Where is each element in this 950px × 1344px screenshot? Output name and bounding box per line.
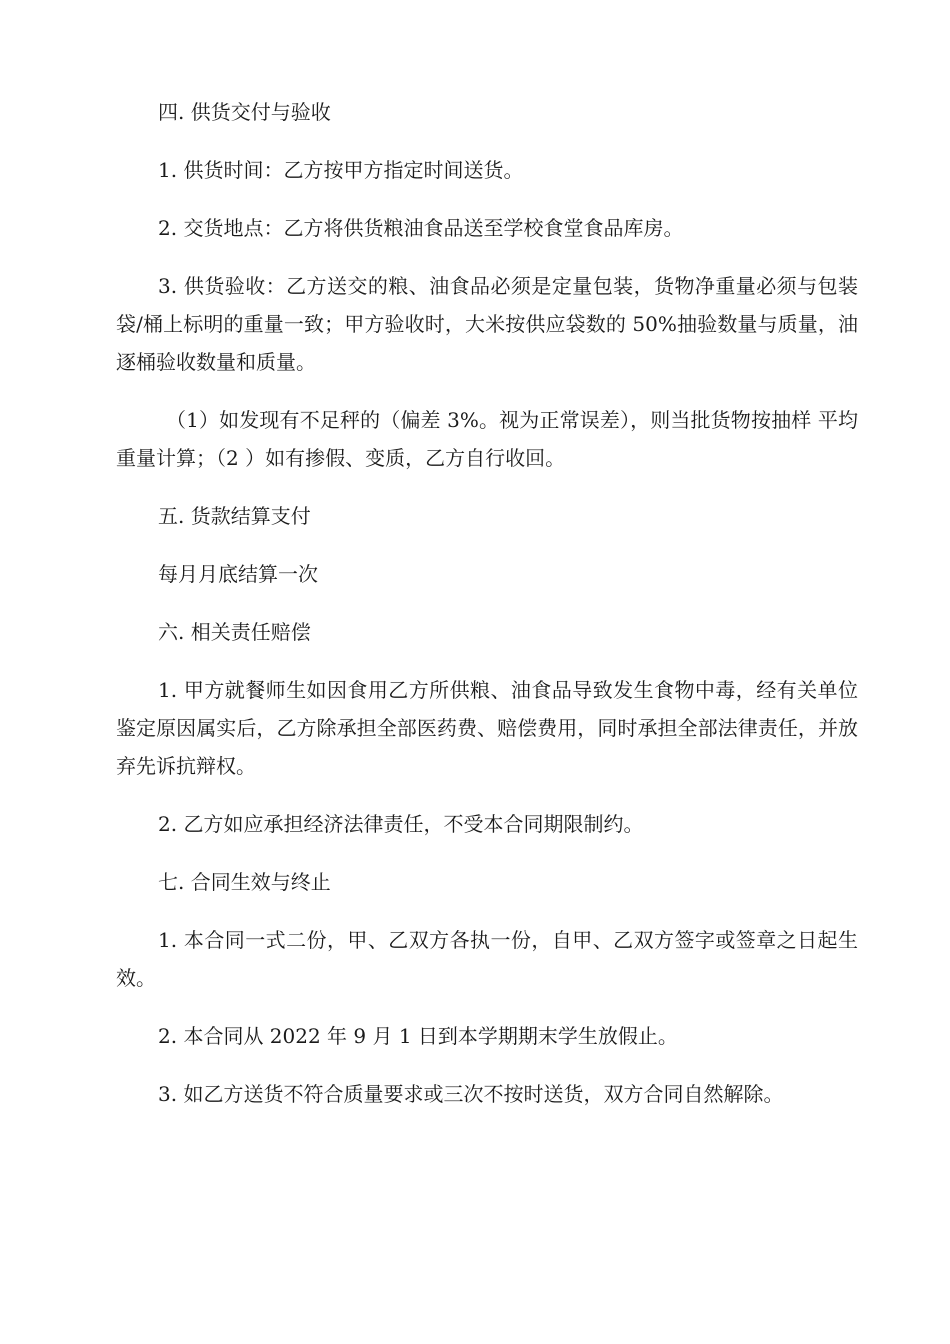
contract-copies-clause: 1. 本合同一式二份，甲、乙双方各执一份，自甲、乙双方签字或签章之日起生效。 <box>116 928 858 990</box>
delivery-location-clause: 2. 交货地点：乙方将供货粮油食品送至学校食堂食品库房。 <box>158 216 684 240</box>
shortage-clause: （1）如发现有不足秤的（偏差 3%。视为正常误差），则当批货物按抽样 平均重量计算；（2 ）如有掺假、变质，乙方自行收回。 <box>116 408 858 470</box>
section-seven-heading: 七. 合同生效与终止 <box>158 870 331 894</box>
economic-liability-clause: 2. 乙方如应承担经济法律责任，不受本合同期限制约。 <box>158 812 644 836</box>
section-five-heading: 五. 货款结算支付 <box>158 504 311 528</box>
supply-time-clause: 1. 供货时间：乙方按甲方指定时间送货。 <box>158 158 524 182</box>
document-body <box>116 93 858 1133</box>
section-six-heading: 六. 相关责任赔偿 <box>158 620 311 644</box>
supply-acceptance-clause: 3. 供货验收：乙方送交的粮、油食品必须是定量包装，货物净重量必须与包装袋/桶上标明的重量一致；甲方验收时，大米按供应袋数的 50%抽验数量与质量，油逐桶验收数量和质量。 <box>116 274 858 374</box>
food-poisoning-liability-clause: 1. 甲方就餐师生如因食用乙方所供粮、油食品导致发生食物中毒，经有关单位鉴定原因属实后，乙方除承担全部医药费、赔偿费用，同时承担全部法律责任，并放弃先诉抗辩权。 <box>116 678 858 778</box>
settlement-frequency-clause: 每月月底结算一次 <box>158 562 318 586</box>
section-four-heading: 四. 供货交付与验收 <box>158 100 331 124</box>
contract-term-clause: 2. 本合同从 2022 年 9 月 1 日到本学期期末学生放假止。 <box>158 1024 678 1048</box>
contract-termination-clause: 3. 如乙方送货不符合质量要求或三次不按时送货，双方合同自然解除。 <box>158 1082 784 1106</box>
